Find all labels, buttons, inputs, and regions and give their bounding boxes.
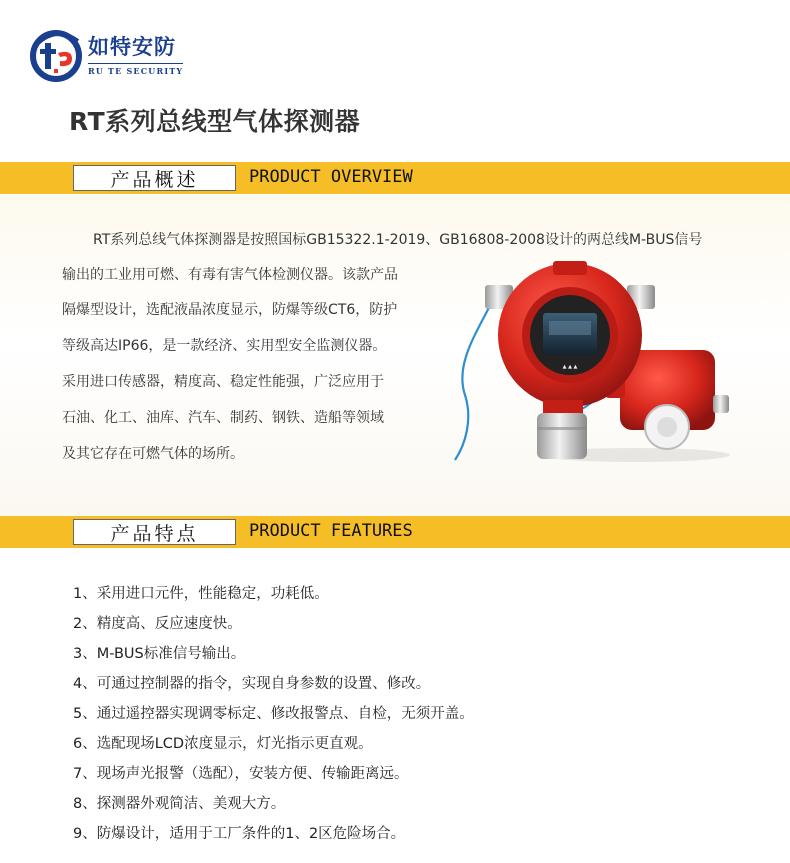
brand-text (88, 35, 183, 76)
overview-section-bar (0, 162, 790, 194)
features-title-cn: 产品特点 (73, 519, 236, 545)
overview-line: 隔爆型设计，选配液晶浓度显示，防爆等级CT6，防护 (62, 302, 398, 318)
brand-name-cn: 如特安防 (88, 34, 176, 59)
overview-line: 石油、化工、油库、汽车、制药、钢铁、造船等领域 (62, 410, 384, 426)
gas-detector-product-image (445, 255, 745, 465)
overview-line: 及其它存在可燃气体的场所。 (62, 446, 244, 462)
feature-item: 6、选配现场LCD浓度显示，灯光指示更直观。 (73, 736, 373, 752)
rute-logo-icon (28, 27, 86, 83)
overview-line: RT系列总线气体探测器是按照国标GB15322.1-2019、GB16808-2008设计的两总线M-BUS信号 (93, 232, 703, 248)
feature-item: 8、探测器外观简洁、美观大方。 (73, 796, 286, 812)
feature-item: 4、可通过控制器的指令，实现自身参数的设置、修改。 (73, 676, 431, 692)
overview-line: 等级高达IP66，是一款经济、实用型安全监测仪器。 (62, 338, 387, 354)
features-title-en: PRODUCT FEATURES (249, 521, 413, 541)
feature-item: 2、精度高、反应速度快。 (73, 616, 242, 632)
brand-name-en: RU TE SECURITY (88, 63, 183, 76)
feature-item: 9、防爆设计，适用于工厂条件的1、2区危险场合。 (73, 826, 406, 842)
feature-item: 5、通过遥控器实现调零标定、修改报警点、自检，无须开盖。 (73, 706, 474, 722)
feature-item: 7、现场声光报警（选配），安装方便、传输距离远。 (73, 766, 409, 782)
overview-title-cn: 产品概述 (73, 165, 236, 191)
svg-text:▲ ▲ ▲: ▲ ▲ ▲ (562, 364, 578, 370)
overview-line: 采用进口传感器，精度高、稳定性能强，广泛应用于 (62, 374, 384, 390)
feature-item: 3、M-BUS标准信号输出。 (73, 646, 246, 662)
overview-title-en: PRODUCT OVERVIEW (249, 167, 413, 187)
overview-line: 输出的工业用可燃、有毒有害气体检测仪器。该款产品 (62, 267, 398, 283)
brand-logo (28, 26, 198, 84)
features-section-bar (0, 516, 790, 548)
feature-item: 1、采用进口元件，性能稳定，功耗低。 (73, 586, 329, 602)
page-title: RT系列总线型气体探测器 (69, 107, 361, 136)
